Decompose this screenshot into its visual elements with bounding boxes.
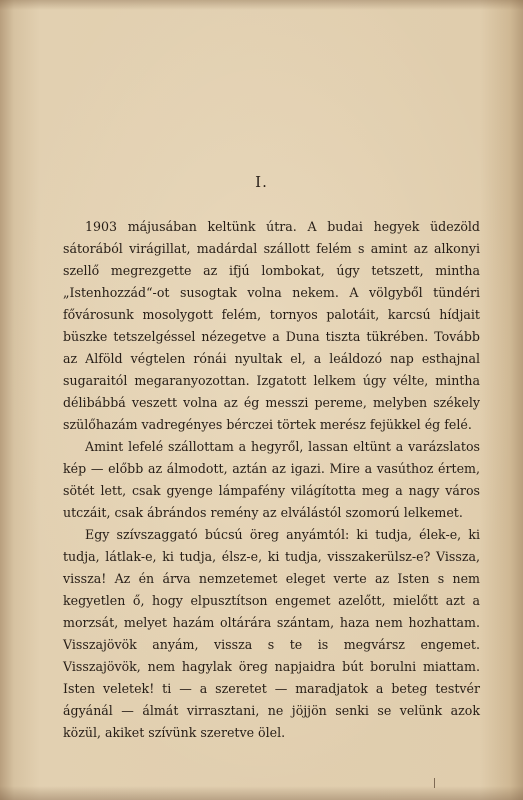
page-bottom-shadow [0,786,523,800]
paragraph: Egy szívszaggató búcsú öreg anyámtól: ki tudja, élek-e, ki tudja, látlak-e, ki tudja, élsz-e, ki tudja, visszakerülsz-e? Vissza, vissza! Az én árva nemzetemet eleget verte az Isten s nem kegyetlen ő, hogy elpusztítson engemet azelőtt, mielőtt azt a morzsát, melyet hazám oltárára szántam, haza nem hozhattam. Visszajövök anyám, vissza s te is megvársz engemet. Visszajövök, nem hagylak öreg napjaidra bút borulni miattam. Isten veletek! ti — a szeretet — maradjatok a beteg testvér ágyánál — álmát virrasztani, ne jöjjön senki se velünk azok közül, akiket szívünk szeretve ölel. [63,527,480,740]
page-top-shadow [0,0,523,10]
chapter-number: I. [255,173,268,191]
body-text [63,216,480,744]
paragraph: 1903 májusában keltünk útra. A budai hegyek üdezöld sátorából virágillat, madárdal szállott felém s amint az alkonyi szellő megrezgette az ifjú lombokat, úgy tetszett, mintha „Istenhozzád“-ot susogtak volna nekem. A völgyből tündéri fővárosunk mosolygott felém, tornyos palotáit, karcsú hídjait büszke tetszelgéssel nézegetve a Duna tiszta tükrében. Tovább az Alföld végtelen rónái nyultak el, a leáldozó nap esthajnal sugaraitól megaranyozottan. Izgatott lelkem úgy vélte, mintha délibábbá veszett volna az ég messzi pereme, melyben székely szülőhazám vadregényes bérczei törtek merész fejükkel ég felé. [63,219,480,432]
paragraph: Amint lefelé szállottam a hegyről, lassan eltünt a varázslatos kép — előbb az álmodott, aztán az igazi. Mire a vasúthoz értem, sötét lett, csak gyenge lámpafény világította meg a nagy város utczáit, csak ábrándos remény az elválástól szomorú lelkemet. [63,439,480,520]
